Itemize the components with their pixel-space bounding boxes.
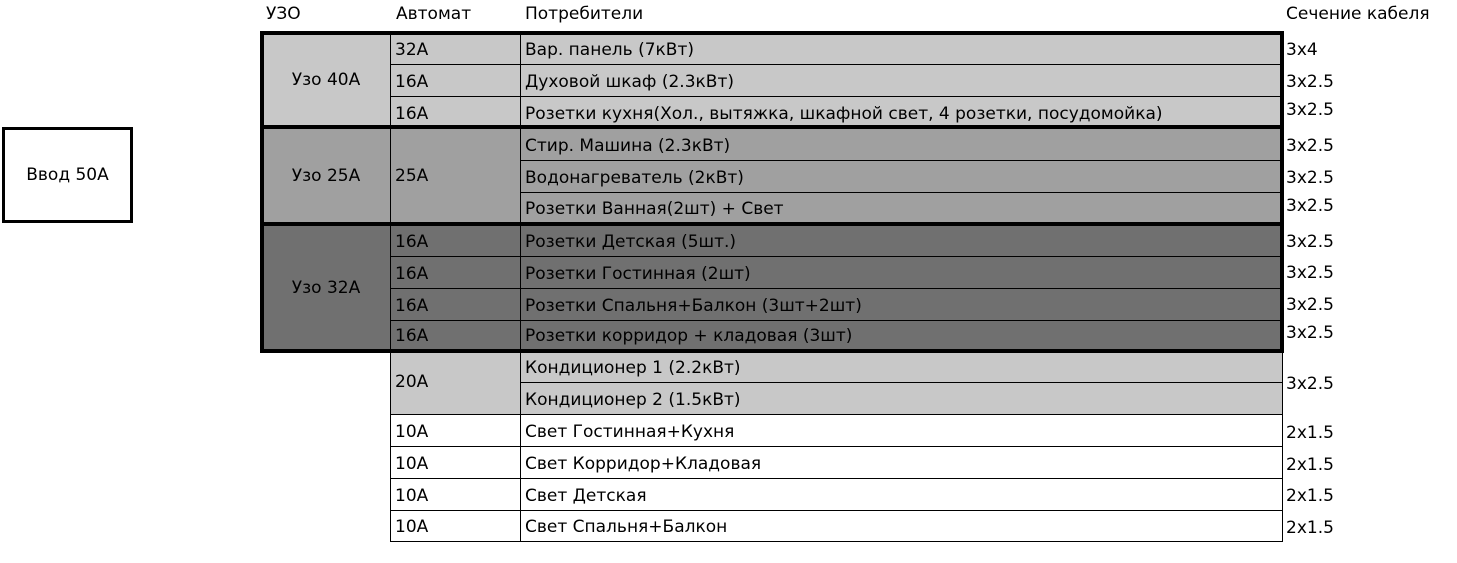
- cable-section-label: 3х2.5: [1286, 232, 1334, 252]
- consumer-cell: Розетки кухня(Хол., вытяжка, шкафной свет, 4 розетки, посудомойка): [520, 96, 1283, 129]
- cable-section-label: 2х1.5: [1286, 486, 1334, 506]
- uzo-25a-cell: Узо 25А: [261, 128, 391, 224]
- cable-section-label: 3х2.5: [1286, 168, 1334, 188]
- breaker-cell: 10А: [390, 446, 521, 479]
- uzo-40a-cell: Узо 40А: [261, 32, 391, 128]
- consumer-cell: Свет Детская: [520, 478, 1283, 511]
- header-consumers: Потребители: [525, 4, 644, 24]
- breaker-cell: 16А: [390, 64, 521, 97]
- cable-section-label: 3х2.5: [1286, 323, 1334, 343]
- cable-section-label: 3х2.5: [1286, 374, 1334, 394]
- consumer-cell: Розетки Ванная(2шт) + Свет: [520, 192, 1283, 224]
- cable-section-label: 3х4: [1286, 40, 1318, 60]
- breaker-cell: 25А: [390, 128, 521, 224]
- consumer-cell: Розетки Спальня+Балкон (3шт+2шт): [520, 288, 1283, 321]
- consumer-cell: Стир. Машина (2.3кВт): [520, 128, 1283, 161]
- consumer-cell: Свет Корридор+Кладовая: [520, 446, 1283, 479]
- cable-section-label: 3х2.5: [1286, 72, 1334, 92]
- breaker-cell: 20А: [390, 350, 521, 415]
- consumer-cell: Вар. панель (7кВт): [520, 32, 1283, 65]
- consumer-cell: Розетки Детская (5шт.): [520, 224, 1283, 257]
- consumer-cell: Розетки Гостинная (2шт): [520, 256, 1283, 289]
- breaker-cell: 10А: [390, 510, 521, 542]
- cable-section-label: 2х1.5: [1286, 455, 1334, 475]
- main-input-box: Ввод 50А: [2, 127, 133, 223]
- header-cable-section: Сечение кабеля: [1286, 4, 1430, 24]
- cable-section-label: 3х2.5: [1286, 136, 1334, 156]
- consumer-cell: Розетки корридор + кладовая (3шт): [520, 320, 1283, 351]
- breaker-cell: 10А: [390, 414, 521, 447]
- breaker-cell: 16А: [390, 256, 521, 289]
- cable-section-label: 3х2.5: [1286, 295, 1334, 315]
- cable-section-label: 2х1.5: [1286, 518, 1334, 538]
- consumer-cell: Кондиционер 2 (1.5кВт): [520, 382, 1283, 415]
- consumer-cell: Водонагреватель (2кВт): [520, 160, 1283, 193]
- cable-section-label: 3х2.5: [1286, 263, 1334, 283]
- consumer-cell: Свет Гостинная+Кухня: [520, 414, 1283, 447]
- breaker-cell: 16А: [390, 288, 521, 321]
- header-uzo: УЗО: [266, 4, 301, 24]
- uzo-32a-cell: Узо 32А: [261, 224, 391, 351]
- breaker-cell: 16А: [390, 96, 521, 129]
- cable-section-label: 3х2.5: [1286, 100, 1334, 120]
- breaker-cell: 16А: [390, 224, 521, 257]
- cable-section-label: 3х2.5: [1286, 196, 1334, 216]
- cable-section-label: 2х1.5: [1286, 423, 1334, 443]
- breaker-cell: 10А: [390, 478, 521, 511]
- header-automat: Автомат: [396, 4, 472, 24]
- consumer-cell: Кондиционер 1 (2.2кВт): [520, 350, 1283, 383]
- breaker-cell: 16А: [390, 320, 521, 351]
- consumer-cell: Духовой шкаф (2.3кВт): [520, 64, 1283, 97]
- consumer-cell: Свет Спальня+Балкон: [520, 510, 1283, 542]
- breaker-cell: 32А: [390, 32, 521, 65]
